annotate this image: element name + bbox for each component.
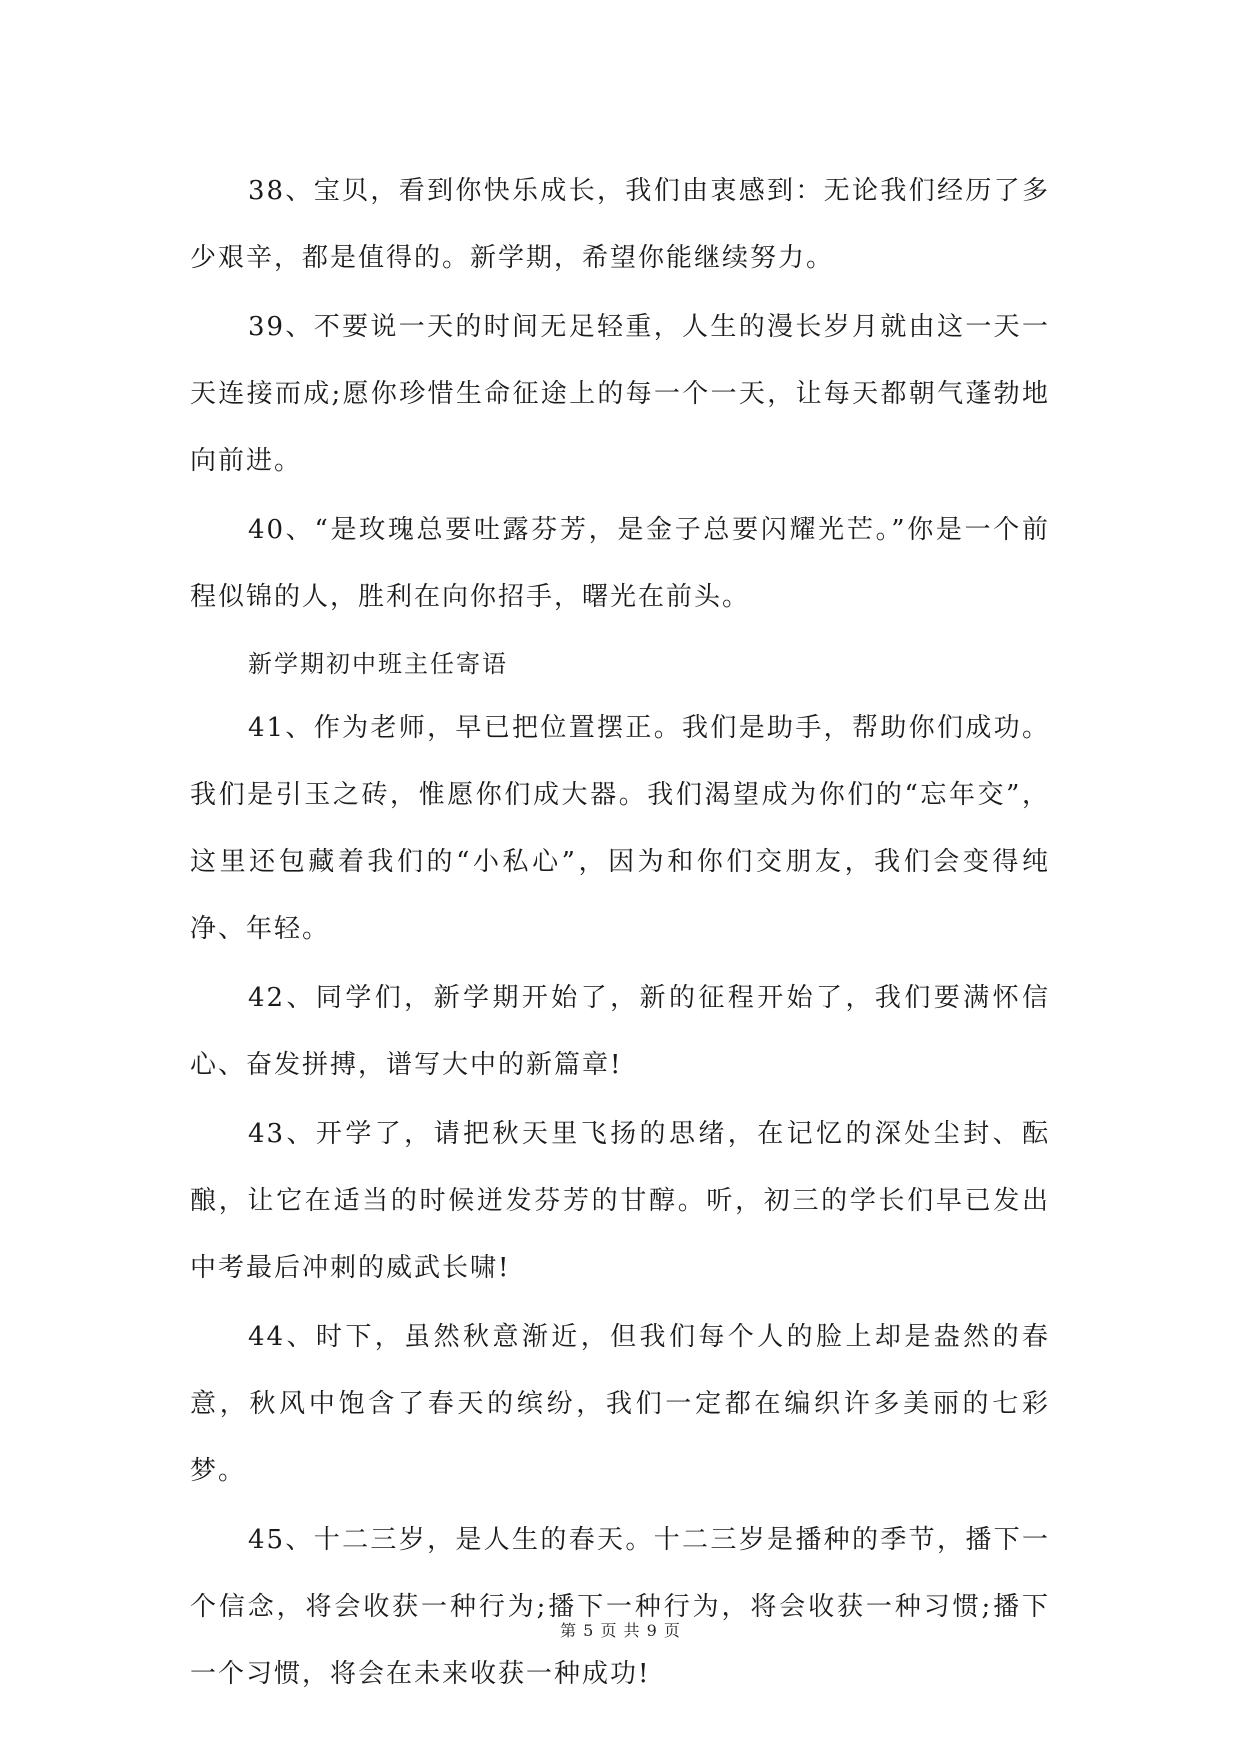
paragraph-39: 39、不要说一天的时间无足轻重，人生的漫长岁月就由这一天一天连接而成;愿你珍惜生命征途上的每一个一天，让每天都朝气蓬勃地向前进。 <box>190 312 1050 476</box>
footer-middle: 页 共 <box>600 1621 641 1640</box>
paragraph-44: 44、时下，虽然秋意渐近，但我们每个人的脸上却是盎然的春意，秋风中饱含了春天的缤纷，我们一定都在编织许多美丽的七彩梦。 <box>190 1322 1050 1486</box>
footer-suffix: 页 <box>663 1621 681 1640</box>
paragraph-38: 38、宝贝，看到你快乐成长，我们由衷感到：无论我们经历了多少艰辛，都是值得的。新学期，希望你能继续努力。 <box>190 176 1050 273</box>
paragraph-45: 45、十二三岁，是人生的春天。十二三岁是播种的季节，播下一个信念，将会收获一种行为;播下一种行为，将会收获一种习惯;播下一个习惯，将会在未来收获一种成功! <box>190 1525 1050 1689</box>
paragraph-42: 42、同学们，新学期开始了，新的征程开始了，我们要满怀信心、奋发拼搏，谱写大中的新篇章! <box>190 983 1050 1080</box>
page-footer <box>0 1618 1241 1641</box>
footer-current-page: 5 <box>583 1621 595 1640</box>
paragraph-43: 43、开学了，请把秋天里飞扬的思绪，在记忆的深处尘封、酝酿，让它在适当的时候迸发芬芳的甘醇。听，初三的学长们早已发出中考最后冲刺的威武长啸! <box>190 1119 1050 1283</box>
document-body <box>190 158 1050 1710</box>
footer-prefix: 第 <box>560 1621 578 1640</box>
section-heading: 新学期初中班主任寄语 <box>248 650 508 678</box>
paragraph-41: 41、作为老师，早已把位置摆正。我们是助手，帮助你们成功。我们是引玉之砖，惟愿你们成大器。我们渴望成为你们的“忘年交”，这里还包藏着我们的“小私心”，因为和你们交朋友，我们会变得纯净、年轻。 <box>190 713 1050 944</box>
paragraph-40: 40、“是玫瑰总要吐露芬芳，是金子总要闪耀光芒。”你是一个前程似锦的人，胜利在向你招手，曙光在前头。 <box>190 515 1050 612</box>
footer-total-pages: 9 <box>646 1621 658 1640</box>
